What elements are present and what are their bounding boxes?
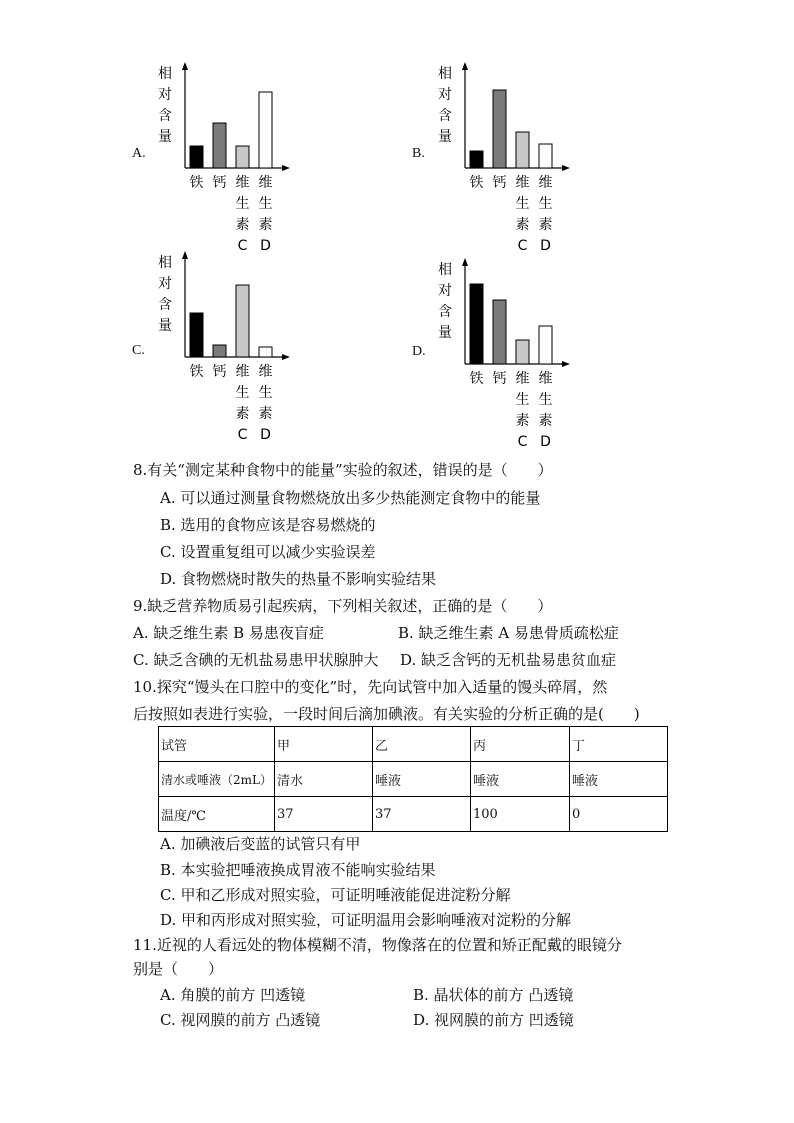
q8-option-b: B. 选用的食物应该是容易燃烧的 (160, 516, 376, 534)
bar-2 (236, 285, 249, 357)
x-tick-label: 素 (235, 406, 250, 422)
x-tick-label: 维 (538, 175, 553, 191)
q10-option-c: C. 甲和乙形成对照实验，可证明唾液能促进淀粉分解 (160, 886, 511, 904)
x-tick-label: 维 (258, 175, 273, 191)
option-b-label: B. (412, 146, 425, 161)
q8-option-d: D. 食物燃烧时散失的热量不影响实验结果 (160, 570, 437, 588)
x-tick-label: 素 (258, 217, 273, 233)
table-cell: 乙 (373, 727, 471, 762)
table-cell: 100 (471, 797, 570, 832)
option-c-label: C. (132, 343, 145, 358)
y-axis-label: 量 (158, 129, 172, 145)
x-tick-label: 生 (515, 392, 530, 408)
q9-option-c: C. 缺乏含碘的无机盐易患甲状腺肿大 (133, 651, 379, 669)
q11-option-c: C. 视网膜的前方 凸透镜 (160, 1011, 321, 1029)
bar-2 (516, 132, 529, 168)
q10-option-d: D. 甲和丙形成对照实验，可证明温用会影响唾液对淀粉的分解 (160, 911, 572, 929)
y-axis-arrow (462, 62, 468, 70)
table-cell: 唾液 (570, 762, 668, 797)
bar-1 (493, 90, 506, 168)
bar-2 (516, 340, 529, 364)
x-tick-label: 维 (235, 364, 250, 380)
q10-stem-line2: 后按照如表进行实验，一段时间后滴加碘液。有关实验的分析正确的是( ) (133, 705, 640, 723)
y-axis-label: 对 (158, 276, 172, 292)
y-axis-label: 量 (158, 318, 172, 334)
table-cell: 唾液 (471, 762, 570, 797)
x-axis-arrow (282, 165, 290, 171)
option-a-label: A. (132, 146, 146, 161)
chart-c (130, 251, 300, 443)
y-axis-label: 对 (438, 87, 452, 103)
table-row (159, 762, 668, 797)
table-cell: 清水或唾液（2mL） (159, 762, 275, 797)
x-axis-arrow (562, 361, 570, 367)
x-tick-label: D (540, 238, 551, 254)
table-row (159, 797, 668, 832)
table-cell: 0 (570, 797, 668, 832)
table-cell: 清水 (275, 762, 373, 797)
x-tick-label: 钙 (212, 175, 227, 191)
bar-3 (539, 144, 552, 168)
y-axis-label: 量 (438, 129, 452, 145)
x-tick-label: 维 (258, 364, 273, 380)
x-tick-label: C (517, 238, 528, 254)
x-tick-label: 维 (515, 371, 530, 387)
table-cell: 丁 (570, 727, 668, 762)
x-tick-label: 素 (515, 413, 530, 429)
table-cell: 37 (373, 797, 471, 832)
q10-option-a: A. 加碘液后变蓝的试管只有甲 (160, 835, 361, 853)
x-tick-label: D (260, 427, 271, 443)
y-axis-arrow (182, 251, 188, 259)
y-axis-label: 相 (438, 66, 452, 82)
x-tick-label: 维 (515, 175, 530, 191)
x-tick-label: 钙 (492, 175, 507, 191)
x-tick-label: D (540, 434, 551, 450)
y-axis-arrow (182, 62, 188, 70)
chart-b (410, 62, 580, 254)
x-tick-label: C (237, 427, 248, 443)
q10-option-b: B. 本实验把唾液换成胃液不能响实验结果 (160, 861, 436, 879)
x-tick-label: 钙 (492, 371, 507, 387)
table-cell: 丙 (471, 727, 570, 762)
q11-stem-line2: 别是（ ） (133, 960, 224, 978)
y-axis-label: 含 (158, 108, 172, 124)
bar-3 (539, 326, 552, 364)
x-tick-label: 铁 (189, 175, 204, 191)
q8-stem: 8.有关“测定某种食物中的能量”实验的叙述，错误的是（ ） (133, 461, 553, 479)
x-tick-label: 素 (515, 217, 530, 233)
q11-option-b: B. 晶状体的前方 凸透镜 (413, 986, 574, 1004)
x-tick-label: 素 (538, 217, 553, 233)
q10-stem-line1: 10.探究“馒头在口腔中的变化”时，先向试管中加入适量的馒头碎屑，然 (133, 678, 608, 696)
table-cell: 甲 (275, 727, 373, 762)
q11-option-d: D. 视网膜的前方 凹透镜 (413, 1011, 574, 1029)
x-tick-label: 维 (235, 175, 250, 191)
q11-option-a: A. 角膜的前方 凹透镜 (160, 986, 306, 1004)
x-axis-arrow (282, 354, 290, 360)
q9-option-a: A. 缺乏维生素 B 易患夜盲症 (133, 624, 324, 642)
chart-c-svg (130, 251, 300, 443)
x-tick-label: 维 (538, 371, 553, 387)
x-tick-label: C (237, 238, 248, 254)
bar-0 (470, 151, 483, 168)
y-axis-label: 含 (158, 297, 172, 313)
bar-2 (236, 146, 249, 168)
bar-0 (470, 284, 483, 364)
x-tick-label: 素 (235, 217, 250, 233)
x-tick-label: D (260, 238, 271, 254)
chart-d-svg (410, 258, 580, 450)
q11-stem-line1: 11.近视的人看远处的物体模糊不清，物像落在的位置和矫正配戴的眼镜分 (133, 936, 622, 954)
q9-stem: 9.缺乏营养物质易引起疾病，下列相关叙述，正确的是（ ） (133, 597, 553, 615)
y-axis-label: 量 (438, 325, 452, 341)
q9-option-d: D. 缺乏含钙的无机盐易患贫血症 (400, 651, 617, 669)
x-tick-label: 素 (538, 413, 553, 429)
bar-0 (190, 313, 203, 357)
x-tick-label: 生 (538, 196, 553, 212)
q8-option-c: C. 设置重复组可以减少实验误差 (160, 543, 376, 561)
x-tick-label: 素 (258, 406, 273, 422)
bar-0 (190, 146, 203, 168)
y-axis-arrow (462, 258, 468, 266)
x-tick-label: 铁 (189, 364, 204, 380)
y-axis-label: 含 (438, 304, 452, 320)
y-axis-label: 相 (438, 262, 452, 278)
x-tick-label: 生 (235, 385, 250, 401)
x-tick-label: 生 (235, 196, 250, 212)
x-tick-label: 铁 (469, 371, 484, 387)
chart-b-svg (410, 62, 580, 254)
x-tick-label: 铁 (469, 175, 484, 191)
y-axis-label: 对 (158, 87, 172, 103)
bar-3 (259, 92, 272, 168)
table-row (159, 727, 668, 762)
y-axis-label: 对 (438, 283, 452, 299)
x-tick-label: 钙 (212, 364, 227, 380)
x-tick-label: 生 (258, 385, 273, 401)
bar-1 (213, 345, 226, 357)
chart-a (130, 62, 300, 254)
x-tick-label: 生 (538, 392, 553, 408)
x-tick-label: C (517, 434, 528, 450)
x-tick-label: 生 (258, 196, 273, 212)
bar-1 (213, 123, 226, 168)
y-axis-label: 相 (158, 255, 172, 271)
table-cell: 试管 (159, 727, 275, 762)
x-axis-arrow (562, 165, 570, 171)
y-axis-label: 含 (438, 108, 452, 124)
table-cell: 唾液 (373, 762, 471, 797)
q9-option-b: B. 缺乏维生素 A 易患骨质疏松症 (398, 624, 619, 642)
bar-1 (493, 300, 506, 364)
table-cell: 温度/℃ (159, 797, 275, 832)
x-tick-label: 生 (515, 196, 530, 212)
table-cell: 37 (275, 797, 373, 832)
experiment-table (158, 726, 668, 832)
chart-a-svg (130, 62, 300, 254)
bar-3 (259, 347, 272, 357)
q8-option-a: A. 可以通过测量食物燃烧放出多少热能测定食物中的能量 (160, 489, 541, 507)
y-axis-label: 相 (158, 66, 172, 82)
chart-d (410, 258, 580, 450)
option-d-label: D. (412, 344, 426, 359)
